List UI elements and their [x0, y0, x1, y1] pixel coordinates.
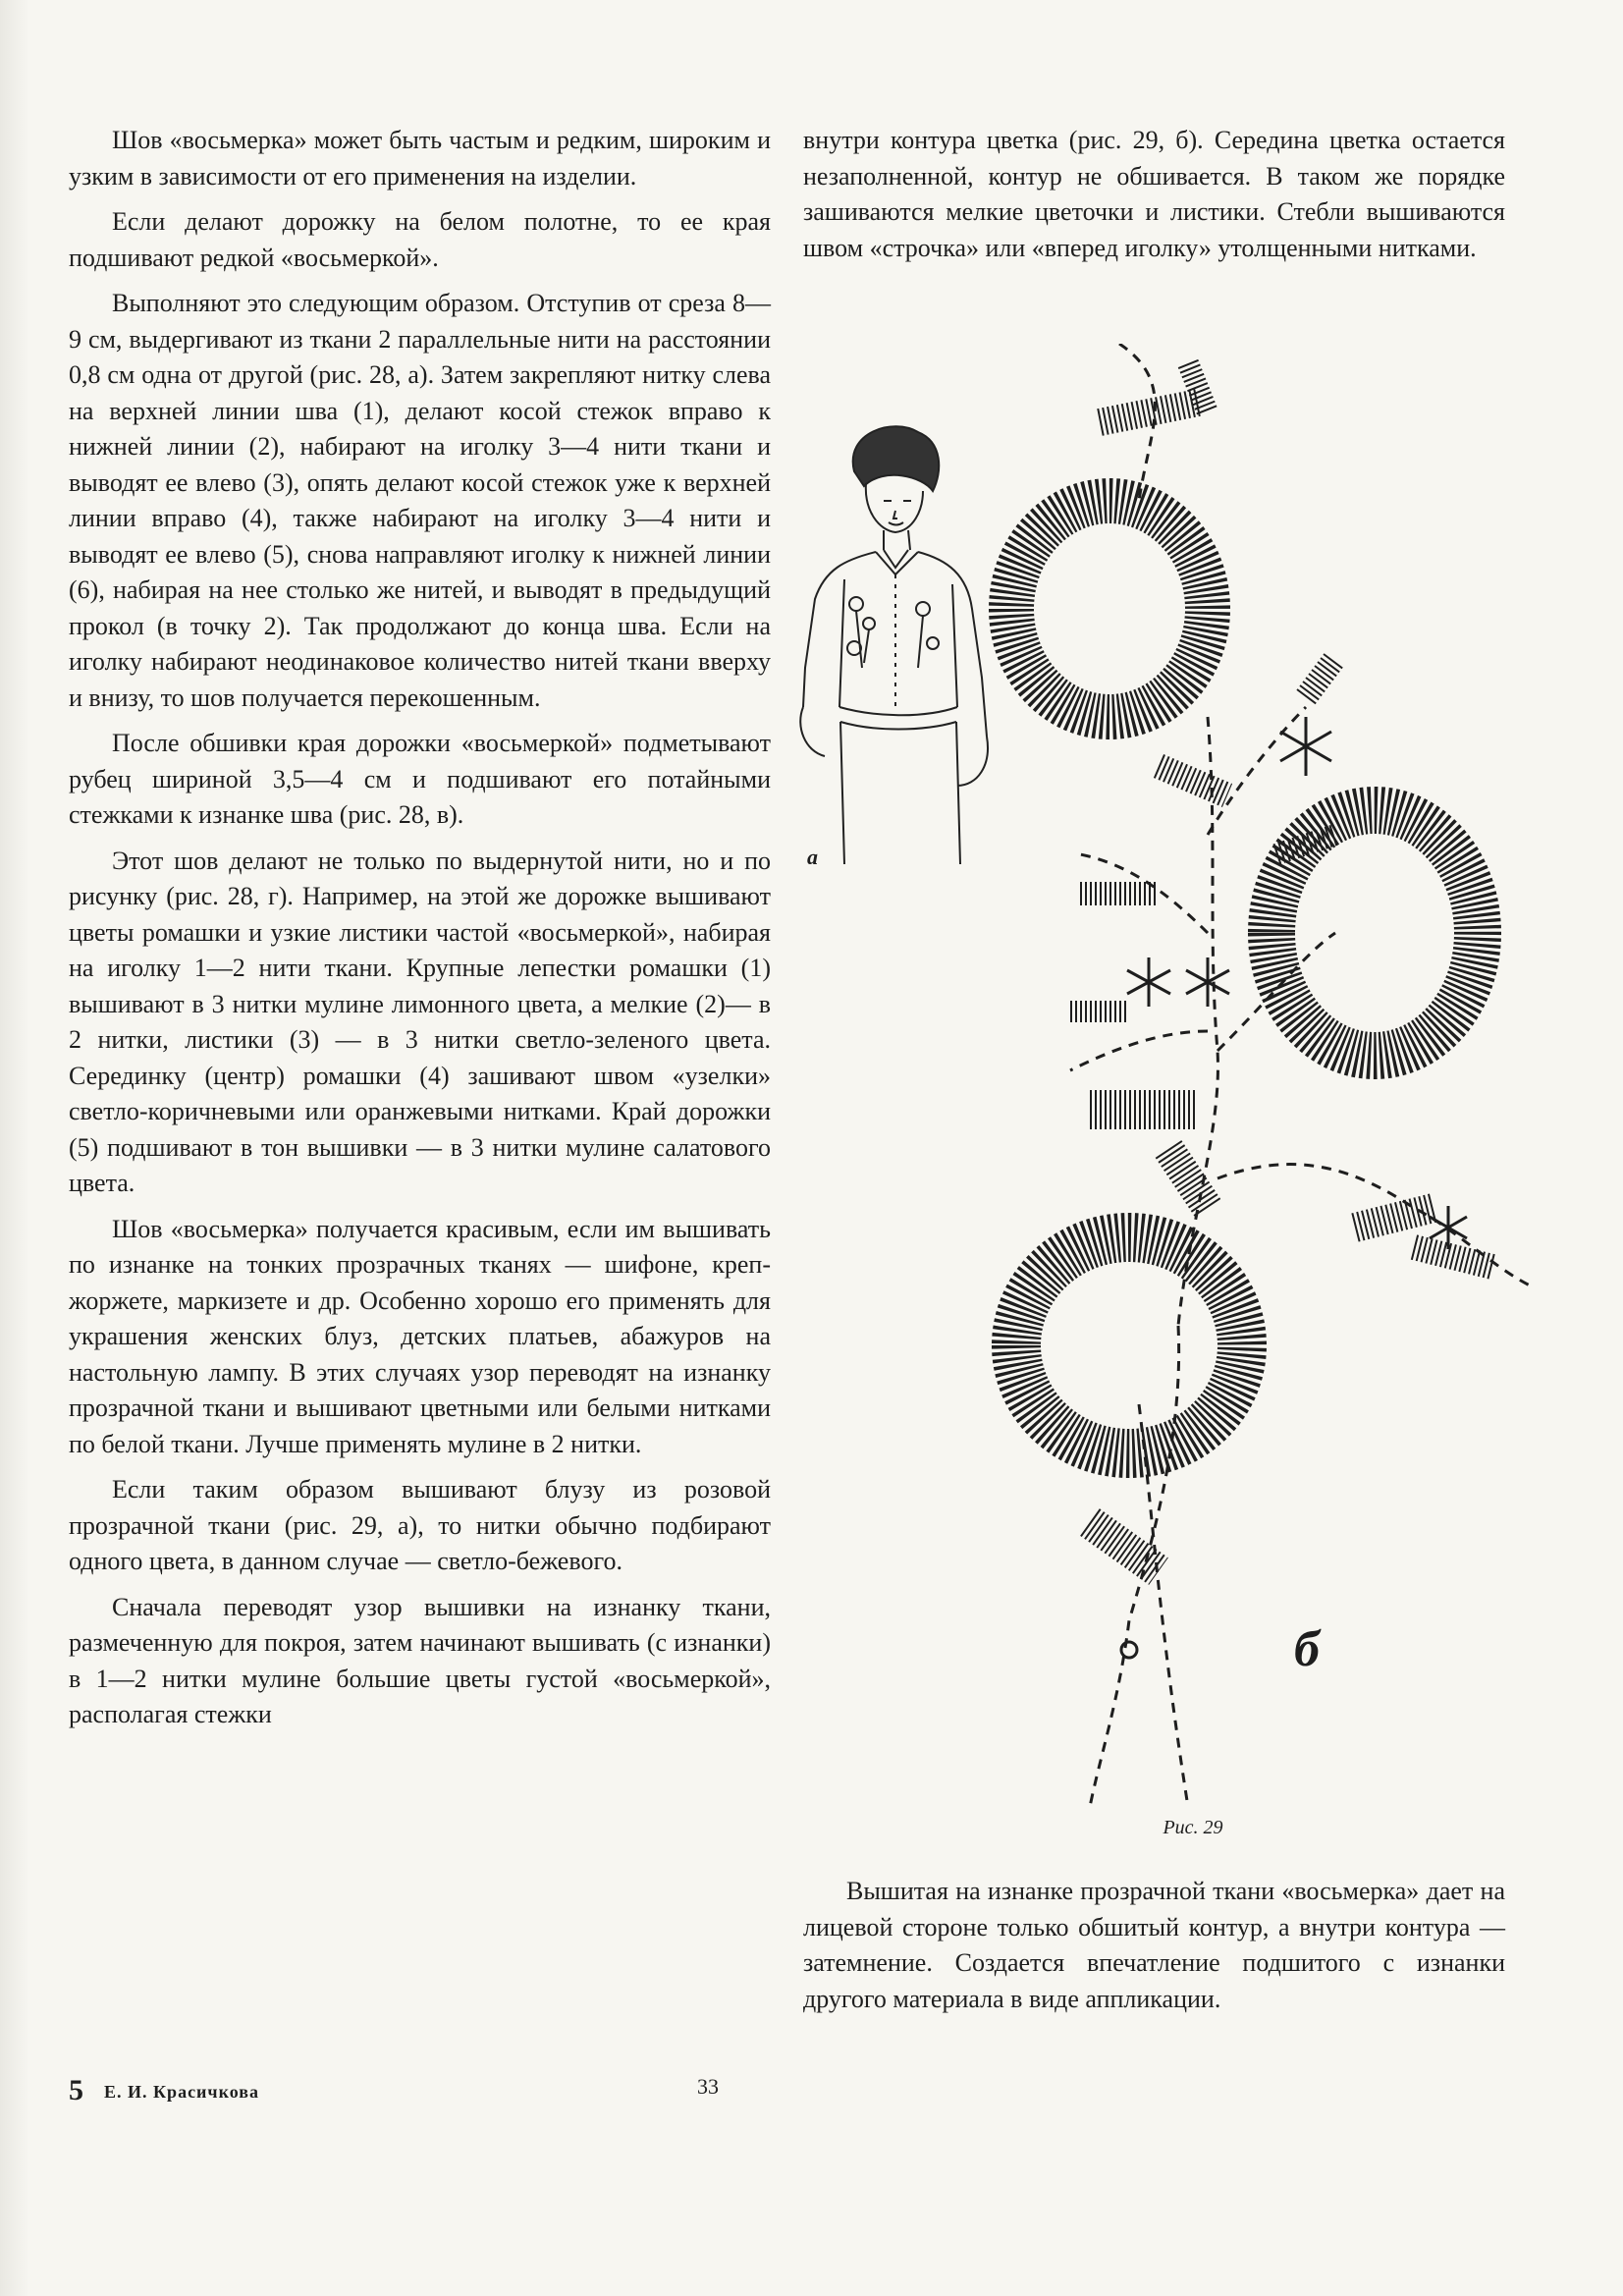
- figure-label-a: а: [807, 845, 818, 869]
- footer: [69, 2074, 1051, 2113]
- right-column-top: [803, 123, 1505, 276]
- flower-top: [1011, 501, 1208, 717]
- paragraph: Выполняют это следующим образом. Отступив от среза 8—9 см, выдергивают из ткани 2 параллельные нити на расстоянии 0,8 см одна от другой (рис. 28, а). Затем закрепляют нитку слева на верхней линии шва (1), делают косой стежок вправо к нижней линии (2), набирают на иголку 3—4 нити ткани и выводят ее влево (3), опять делают косой стежок уже к верхней линии вправо (4), также набирают на иголку 3—4 нити и выводят ее влево (5), снова направляют иголку к нижней линии (6), набирая на нее столько же нитей, и выводят в предыдущий прокол (в точку 2). Так продолжают до конца шва. Если на иголку набирают неодинаковое количество нитей ткани вверху и внизу, то шов получается перекошенным.: [69, 289, 771, 712]
- small-flowers: [1127, 717, 1467, 1249]
- signature-name: Е. И. Красичкова: [104, 2082, 259, 2102]
- flower-bottom: [1016, 1237, 1242, 1453]
- paragraph: Если таким образом вышивают блузу из розовой прозрачной ткани (рис. 29, а), то нитки обычно подбирают одного цвета, в данном случае — светло-бежевого.: [69, 1475, 771, 1575]
- embroidery-pattern: [982, 344, 1561, 1807]
- paragraph: После обшивки края дорожки «восьмеркой» подметывают рубец шириной 3,5—4 см и подшивают его потайными стежками к изнанке шва (рис. 28, в).: [69, 729, 771, 829]
- paragraph: Шов «восьмерка» может быть частым и редким, широким и узким в зависимости от его применения на изделии.: [69, 126, 771, 191]
- paragraph: Этот шов делают не только по выдернутой нити, но и по рисунку (рис. 28, г). Например, на этой же дорожке вышивают цветы ромашки и узкие листики частой «восьмеркой», набирая на иголку 1—2 нити ткани. Крупные лепестки ромашки (1) вышивают в 3 нитки мулине лимонного цвета, а мелкие (2)— в 2 нитки, листики (3) — в 3 нитки светло-зеленого цвета. Серединку (центр) ромашки (4) зашивают швом «узелки» светло-коричневыми или оранжевыми нитками. Край дорожки (5) подшивают в тон вышивки — в 3 нитки мулине салатового цвета.: [69, 846, 771, 1197]
- paragraph: Шов «восьмерка» получается красивым, если им вышивать по изнанке на тонких прозрачных тканях — шифоне, креп-жоржете, маркизете и др. Особенно хорошо его применять для украшения женских блуз, детских платьев, абажуров на настольную лампу. В этих случаях узор переводят на изнанку прозрачной ткани и вышивают цветными или белыми нитками по белой ткани. Лучше применять мулине в 2 нитки.: [69, 1214, 771, 1458]
- signature-number: 5: [69, 2074, 83, 2106]
- figure-caption: Рис. 29: [1163, 1817, 1223, 1838]
- paragraph: Если делают дорожку на белом полотне, то ее края подшивают редкой «восьмеркой».: [69, 207, 771, 272]
- flower-middle: [1271, 810, 1478, 1056]
- figure-label-b: б: [1294, 1621, 1320, 1677]
- paragraph: Вышитая на изнанке прозрачной ткани «восьмерка» дает на лицевой стороне только обшитый контур, а внутри контура — затемнение. Создается впечатление подшитого с изнанки другого материала в виде аппликации.: [803, 1877, 1505, 2013]
- right-column-bottom: [803, 1874, 1505, 2027]
- scan-edge: [0, 0, 29, 2296]
- page-number: 33: [697, 2074, 719, 2099]
- left-column: [69, 123, 771, 1743]
- paragraph: Сначала переводят узор вышивки на изнанку ткани, размеченную для покроя, затем начинают вышивать (с изнанки) в 1—2 нитки мулине большие цветы густой «восьмеркой», располагая стежки: [69, 1592, 771, 1728]
- paragraph: внутри контура цветка (рис. 29, б). Середина цветка остается незаполненной, контур не обшивается. В таком же порядке зашиваются мелкие цветочки и листики. Стебли вышиваются швом «строчка» или «вперед иголку» утолщенными нитками.: [803, 126, 1505, 262]
